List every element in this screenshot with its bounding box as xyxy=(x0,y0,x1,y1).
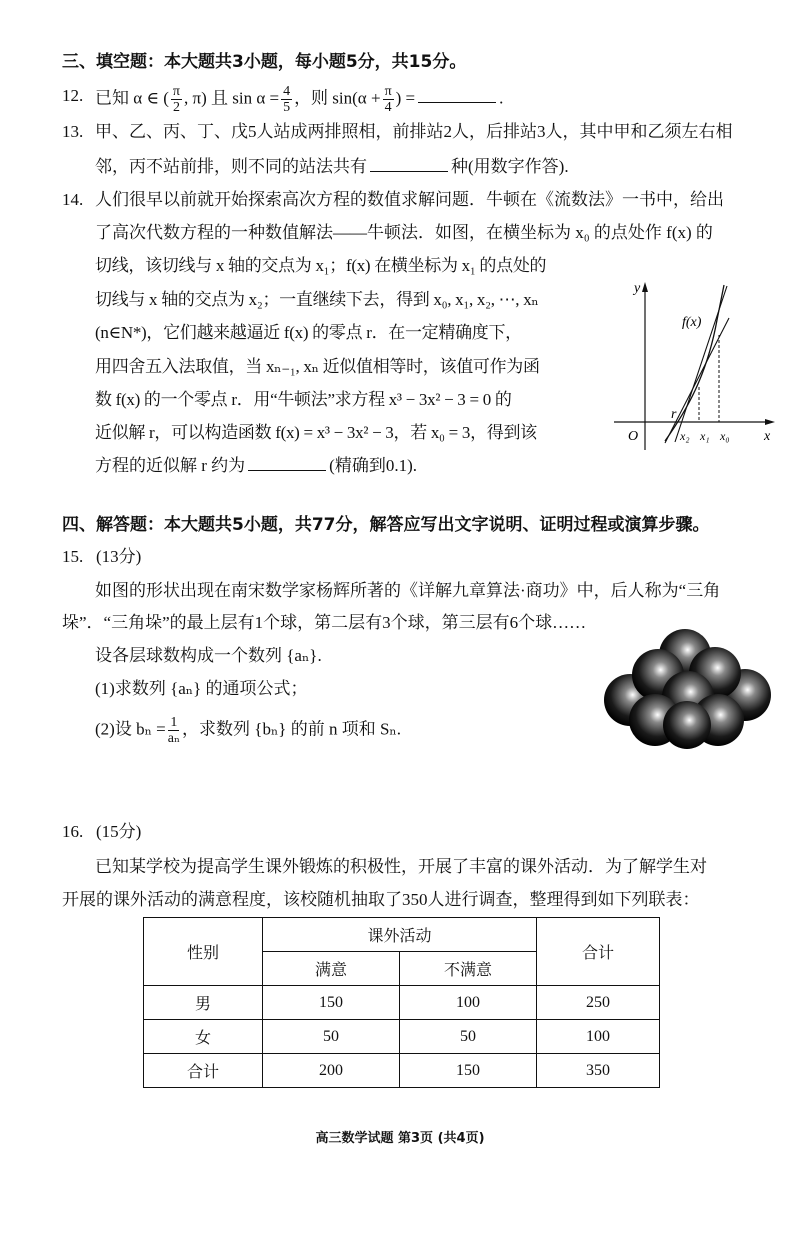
text: ，求数列 {bₙ} 的前 n 项和 Sₙ. xyxy=(182,719,402,739)
text: ) = xyxy=(395,88,416,108)
question-14-line: 切线与 x 轴的交点为 x₂；一直继续下去，得到 x₀, x₁, x₂, ⋯, xₙ xyxy=(95,290,539,309)
question-number: 15. xyxy=(62,547,84,566)
fraction xyxy=(168,715,180,746)
header-satisfied: 满意 xyxy=(263,952,400,986)
cell: 100 xyxy=(400,986,537,1020)
text: . xyxy=(499,88,504,108)
cell: 100 xyxy=(537,1020,660,1054)
denominator: aₙ xyxy=(167,731,181,746)
question-13-line: 甲、乙、丙、丁、戊5人站成两排照相，前排站2人，后排站3人，其中甲和乙须左右相 xyxy=(95,122,733,141)
numerator: π xyxy=(172,84,180,99)
numerator: π xyxy=(384,84,392,99)
text: 已知 α ∈ ( xyxy=(95,88,169,108)
label-origin: O xyxy=(628,429,639,444)
answer-blank[interactable] xyxy=(248,454,326,471)
question-14-line: 人们很早以前就开始探索高次方程的数值求解问题．牛顿在《流数法》一书中，给出 xyxy=(95,190,724,209)
question-14-line: (n∈N*)，它们越来越逼近 f(x) 的零点 r．在一定精确度下， xyxy=(95,323,522,342)
contingency-table xyxy=(143,917,660,1088)
question-score: (15分) xyxy=(96,822,142,841)
text: 方程的近似解 r 约为 xyxy=(95,456,246,475)
section4-header: 四、解答题：本大题共5小题，共77分，解答应写出文字说明、证明过程或演算步骤。 xyxy=(62,515,710,535)
cell: 50 xyxy=(263,1020,400,1054)
cell: 女 xyxy=(144,1020,263,1054)
label-y: y xyxy=(634,281,641,296)
label-x2: x₂ xyxy=(680,429,690,443)
answer-blank[interactable] xyxy=(370,155,448,172)
question-16-line: 已知某学校为提高学生课外锻炼的积极性，开展了丰富的课外活动．为了解学生对 xyxy=(95,857,707,876)
label-x1: x₁ xyxy=(700,429,710,443)
balls xyxy=(604,629,771,749)
text: (精确到0.1). xyxy=(329,456,417,475)
question-14-line: 近似解 r，可以构造函数 f(x) = x³ − 3x² − 3，若 x₀ = 3，得到该 xyxy=(95,423,537,442)
tangent-at-x0 xyxy=(675,286,727,442)
denominator: 4 xyxy=(384,100,392,115)
text: , π) 且 sin α = xyxy=(183,88,280,108)
question-14-line: 用四舍五入法取值，当 xₙ₋₁, xₙ 近似值相等时，该值可作为函 xyxy=(95,357,540,376)
cell: 200 xyxy=(263,1054,400,1088)
question-16-line: 开展的课外活动的满意程度，该校随机抽取了350人进行调查，整理得到如下列联表： xyxy=(62,890,700,909)
cell: 男 xyxy=(144,986,263,1020)
header-activity: 课外活动 xyxy=(263,918,537,952)
label-x: x xyxy=(764,429,771,444)
numerator: 1 xyxy=(170,715,178,730)
table-row xyxy=(144,986,660,1020)
question-number: 13. xyxy=(62,122,84,141)
x-axis-arrow xyxy=(765,419,775,425)
question-13-line2 xyxy=(95,155,569,179)
question-score: (13分) xyxy=(96,547,142,566)
cell: 150 xyxy=(400,1054,537,1088)
question-12-text xyxy=(95,84,503,115)
question-14-line: 切线，该切线与 x 轴的交点为 x₁；f(x) 在横坐标为 x₁ 的点处的 xyxy=(95,256,547,275)
cell: 350 xyxy=(537,1054,660,1088)
text: (2)设 bₙ = xyxy=(95,719,166,739)
label-r: r xyxy=(671,407,677,422)
question-15-line: 垛”．“三角垛”的最上层有1个球，第二层有3个球，第三层有6个球…… xyxy=(62,613,587,632)
triangular-pile-image xyxy=(600,625,775,750)
denominator: 2 xyxy=(172,100,180,115)
table-header-row xyxy=(144,918,660,952)
header-unsatisfied: 不满意 xyxy=(400,952,537,986)
question-15-line: 设各层球数构成一个数列 {aₙ}. xyxy=(95,646,322,665)
text: 邻，丙不站前排，则不同的站法共有 xyxy=(95,157,367,176)
fraction xyxy=(171,84,182,115)
numerator: 4 xyxy=(283,84,291,99)
newton-method-figure xyxy=(612,260,797,460)
label-x0: x₀ xyxy=(720,429,730,443)
text: 种(用数字作答). xyxy=(451,157,569,176)
question-number: 12. xyxy=(62,86,84,105)
question-number: 16. xyxy=(62,822,84,841)
y-axis-arrow xyxy=(642,282,648,292)
page-footer: 高三数学试题 第3页 (共4页) xyxy=(315,1131,485,1146)
cell: 150 xyxy=(263,986,400,1020)
cell: 合计 xyxy=(144,1054,263,1088)
header-gender: 性别 xyxy=(144,918,263,986)
question-14-line xyxy=(95,454,417,478)
question-15-line: (1)求数列 {aₙ} 的通项公式； xyxy=(95,679,308,698)
fraction xyxy=(383,84,394,115)
cell: 50 xyxy=(400,1020,537,1054)
header-total: 合计 xyxy=(537,918,660,986)
fraction xyxy=(281,84,292,115)
question-number: 14. xyxy=(62,190,84,209)
question-15-line: 如图的形状出现在南宋数学家杨辉所著的《详解九章算法·商功》中，后人称为“三角 xyxy=(95,581,721,600)
answer-blank[interactable] xyxy=(418,86,496,103)
cell: 250 xyxy=(537,986,660,1020)
question-14-line: 了高次代数方程的一种数值解法——牛顿法．如图，在横坐标为 x₀ 的点处作 f(x) 的 xyxy=(95,223,713,242)
text: ，则 sin(α + xyxy=(294,88,381,108)
label-fx: f(x) xyxy=(682,315,702,330)
denominator: 5 xyxy=(283,100,291,115)
question-14-line: 数 f(x) 的一个零点 r．用“牛顿法”求方程 x³ − 3x² − 3 = 0 的 xyxy=(95,390,512,409)
table-row xyxy=(144,1020,660,1054)
table-row xyxy=(144,1054,660,1088)
question-15-line xyxy=(95,715,401,746)
section3-header: 三、填空题：本大题共3小题，每小题5分，共15分。 xyxy=(62,52,467,72)
